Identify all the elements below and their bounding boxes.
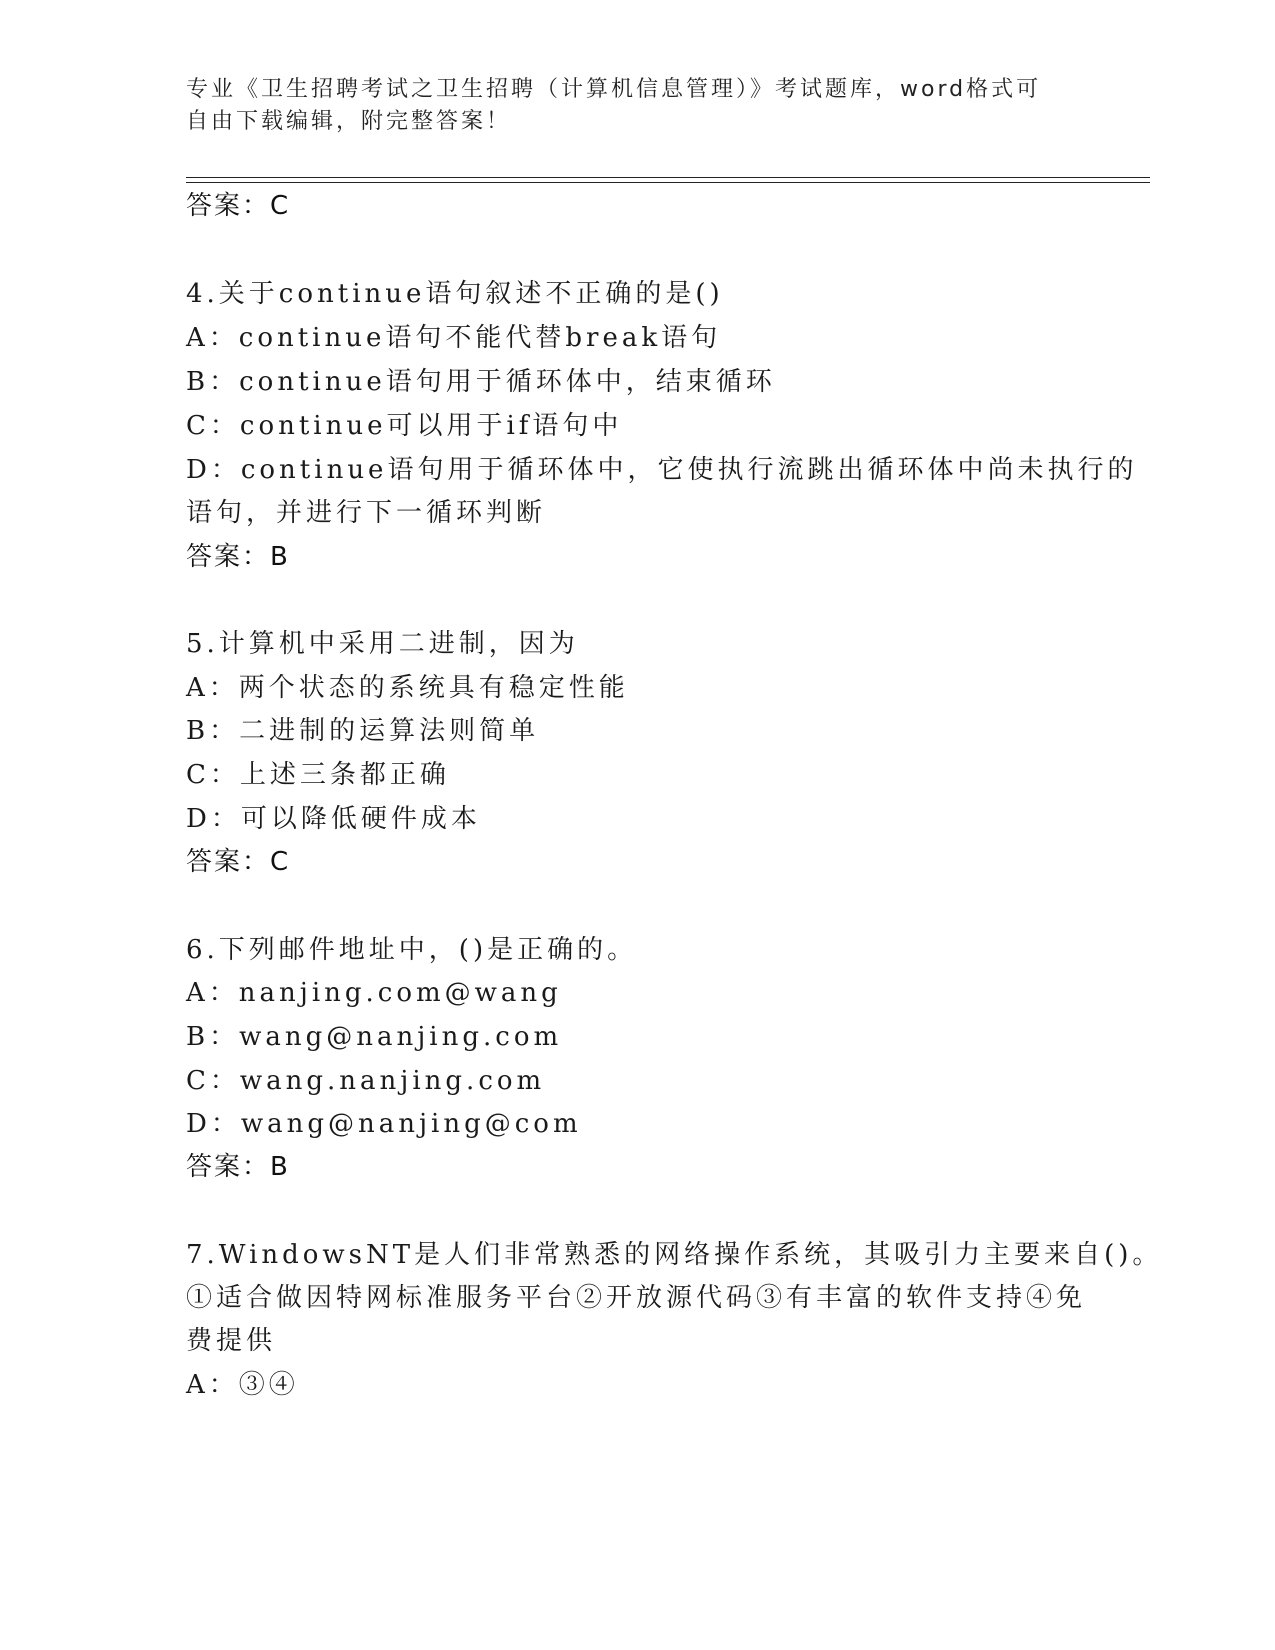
q6-option-b: B：wang@nanjing.com [186, 1022, 563, 1052]
q7-option-a: A：③④ [186, 1370, 299, 1400]
q4-stem: 4.关于continue语句叙述不正确的是() [186, 279, 724, 309]
q6-option-d: D：wang@nanjing@com [186, 1109, 582, 1139]
q4-option-b: B：continue语句用于循环体中，结束循环 [186, 367, 776, 397]
q5-answer: 答案：C [186, 847, 291, 877]
q5-stem: 5.计算机中采用二进制，因为 [186, 629, 579, 659]
document-header: 专业《卫生招聘考试之卫生招聘（计算机信息管理）》考试题库，word格式可自由下载编辑，附完整答案！ [186, 77, 1042, 134]
q5-option-a: A：两个状态的系统具有稳定性能 [186, 673, 629, 703]
q6-option-c: C：wang.nanjing.com [186, 1066, 546, 1096]
q6-stem: 6.下列邮件地址中，()是正确的。 [186, 935, 638, 965]
q5-option-d: D：可以降低硬件成本 [186, 804, 481, 834]
q4-option-d: D：continue语句用于循环体中，它使执行流跳出循环体中尚未执行的 [186, 455, 1138, 485]
q4-option-c: C：continue可以用于if语句中 [186, 411, 623, 441]
q4-option-a: A：continue语句不能代替break语句 [186, 323, 722, 353]
header-rule-top [186, 177, 1150, 178]
q4-option-d-continued: 语句，并进行下一循环判断 [186, 498, 547, 528]
q7-stem-continued-2: 费提供 [186, 1326, 277, 1356]
q6-answer: 答案：B [186, 1152, 290, 1182]
header-rule-bottom [186, 182, 1150, 183]
answer-previous: 答案：C [186, 191, 291, 221]
q7-stem-continued: ①适合做因特网标准服务平台②开放源代码③有丰富的软件支持④免 [186, 1283, 1087, 1313]
q7-stem: 7.WindowsNT是人们非常熟悉的网络操作系统，其吸引力主要来自()。 [186, 1240, 1163, 1270]
q5-option-c: C：上述三条都正确 [186, 760, 450, 790]
q4-answer: 答案：B [186, 542, 290, 572]
q5-option-b: B：二进制的运算法则简单 [186, 716, 540, 746]
q6-option-a: A：nanjing.com@wang [186, 978, 562, 1008]
